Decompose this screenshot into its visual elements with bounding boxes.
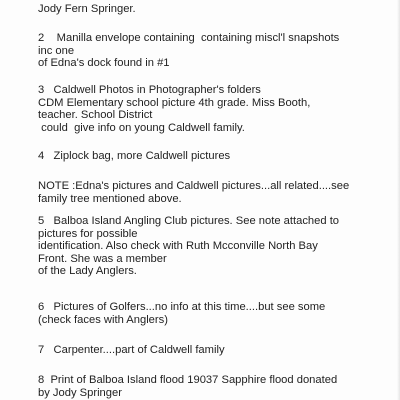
item-5 bbox=[38, 215, 339, 278]
item-2-line-1: 2 Manilla envelope containing containing miscl'l snapshots bbox=[38, 32, 340, 44]
item-4 bbox=[38, 150, 230, 163]
item-6 bbox=[38, 301, 325, 326]
item-4-line-1: 4 Ziplock bag, more Caldwell pictures bbox=[38, 150, 231, 162]
item-5-line-4: Front. She was a member bbox=[38, 252, 167, 265]
item-2-line-3: of Edna's dock found in #1 bbox=[38, 57, 170, 69]
item-5-line-2: pictures for possible bbox=[38, 227, 138, 240]
item-5-line-1: 5 Balboa Island Angling Club pictures. See note attached to bbox=[38, 215, 340, 227]
note-line-2: family tree mentioned above. bbox=[38, 192, 182, 205]
note-line-1: NOTE :Edna's pictures and Caldwell pictures...all related....see bbox=[38, 180, 350, 192]
item-3 bbox=[38, 84, 310, 134]
item-2 bbox=[38, 32, 339, 70]
item-8-line-2: by Jody Springer bbox=[38, 386, 122, 399]
item-5-line-5: of the Lady Anglers. bbox=[38, 265, 137, 277]
item-3-line-3: teacher. School District bbox=[38, 109, 153, 121]
note-block bbox=[38, 180, 349, 205]
item-1-continuation: Jody Fern Springer. bbox=[38, 3, 136, 15]
item-3-line-2: CDM Elementary school picture 4th grade. Miss Booth, bbox=[38, 96, 311, 109]
item-6-line-2: (check faces with Anglers) bbox=[38, 313, 168, 326]
item-3-line-1: 3 Caldwell Photos in Photographer's folders bbox=[38, 84, 261, 96]
item-3-line-4: could give info on young Caldwell family. bbox=[38, 121, 245, 134]
item-7 bbox=[38, 344, 225, 357]
item-5-line-3: identification. Also check with Ruth Mcconville North Bay bbox=[38, 240, 318, 252]
item-2-line-2: inc one bbox=[38, 44, 75, 57]
item-7-line-1: 7 Carpenter....part of Caldwell family bbox=[38, 344, 225, 356]
item-6-line-1: 6 Pictures of Golfers...no info at this time....but see some bbox=[38, 301, 326, 313]
item-8 bbox=[38, 374, 337, 399]
item-8-line-1: 8 Print of Balboa Island flood 19037 Sapphire flood donated bbox=[38, 374, 338, 386]
